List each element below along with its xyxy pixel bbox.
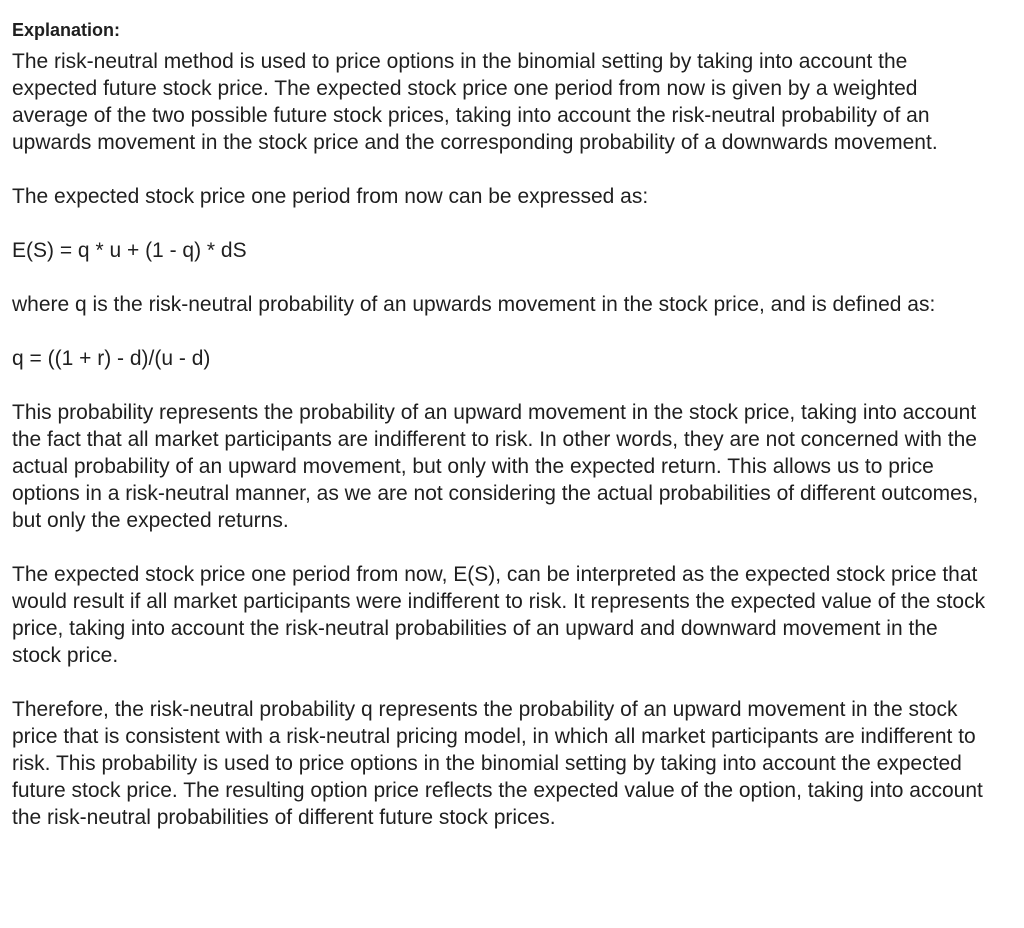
paragraph-expected-price-interpretation: The expected stock price one period from now, E(S), can be interpreted as the expected stock price that would result if all market participants were indifferent to risk. It represents the expected value of the stock price, taking into account the risk-neutral probabilities of an upward and downward movement in the stock price. — [12, 563, 986, 667]
paragraph-q-definition-intro: where q is the risk-neutral probability of an upwards movement in the stock price, and is defined as: — [12, 293, 936, 316]
paragraph-conclusion: Therefore, the risk-neutral probability q represents the probability of an upward movement in the stock price that is consistent with a risk-neutral pricing model, in which all market participants are indifferent to risk. This probability is used to price options in the binomial setting by taking into account the expected future stock price. The resulting option price reflects the expected value of the option, taking into account the risk-neutral probabilities of different future stock prices. — [12, 698, 983, 829]
explanation-section — [12, 18, 987, 831]
formula-expected-price: E(S) = q * u + (1 - q) * dS — [12, 239, 247, 262]
paragraph-probability-meaning: This probability represents the probability of an upward movement in the stock price, taking into account the fact that all market participants are indifferent to risk. In other words, they are not concerned with the actual probability of an upward movement, but only with the expected return. This allows us to price options in a risk-neutral manner, as we are not considering the actual probabilities of different outcomes, but only the expected returns. — [12, 401, 979, 532]
paragraph-intro: The risk-neutral method is used to price options in the binomial setting by taking into account the expected future stock price. The expected stock price one period from now is given by a weighted average of the two possible future stock prices, taking into account the risk-neutral probability of an upwards movement in the stock price and the corresponding probability of a downwards movement. — [12, 50, 938, 154]
explanation-heading: Explanation: — [12, 20, 121, 40]
formula-q: q = ((1 + r) - d)/(u - d) — [12, 347, 211, 370]
paragraph-expected-price-intro: The expected stock price one period from now can be expressed as: — [12, 185, 649, 208]
